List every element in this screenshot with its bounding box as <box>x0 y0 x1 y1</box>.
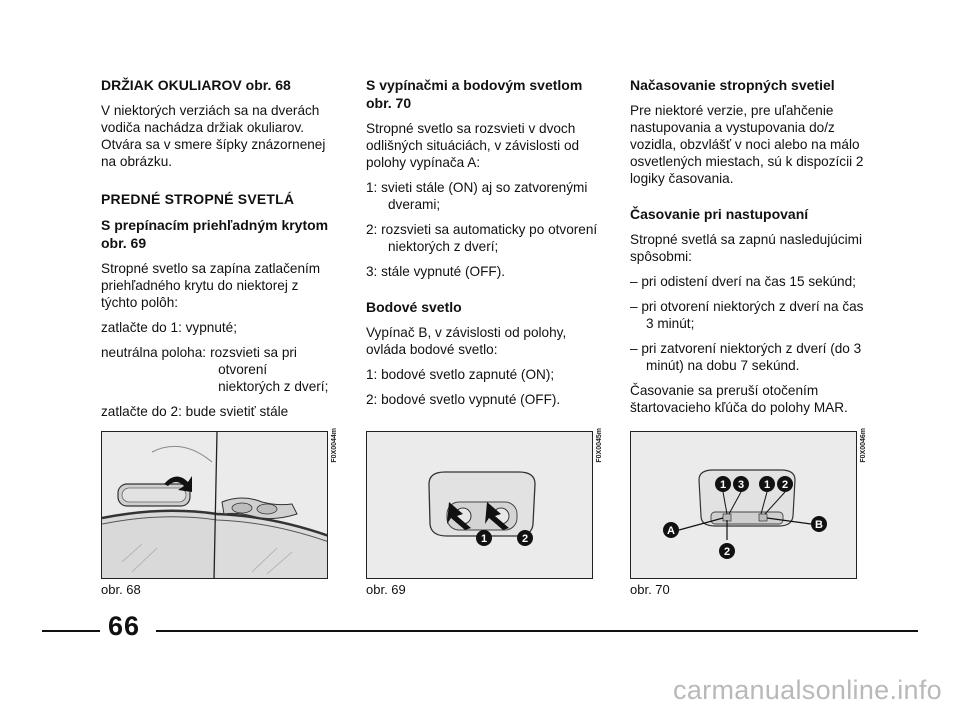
column-2 <box>366 76 602 416</box>
figure-caption: obr. 70 <box>630 582 670 597</box>
neutral-position <box>101 344 337 395</box>
figure-code: F0X0045m <box>596 428 603 463</box>
callout-label: 2 <box>781 479 789 491</box>
callout-label: 2 <box>521 533 529 545</box>
list-item: – pri zatvorení niektorých z dverí (do 3 minút) na dobu 7 sekúnd. <box>630 341 862 373</box>
list-item: 2: rozsvieti sa automaticky po otvorení niektorých z dverí; <box>366 222 598 254</box>
text-boarding: Stropné svetlá sa zapnú nasledujúcimi spôsobmi: <box>630 232 862 264</box>
text-spot-on: 1: bodové svetlo zapnuté (ON); <box>366 367 555 382</box>
watermark: carmanualsonline.info <box>673 675 942 705</box>
heading-front-lights: PREDNÉ STROPNÉ SVETLÁ <box>101 191 295 207</box>
heading-switches-spot: S vypínačmi a bodovým svetlom obr. 70 <box>366 77 583 111</box>
figure-68-glasses-holder <box>101 431 328 579</box>
text-press-2: zatlačte do 2: bude svietiť stále <box>101 404 289 419</box>
figure-caption: obr. 69 <box>366 582 406 597</box>
column-1 <box>101 76 337 428</box>
text-timing: Pre niektoré verzie, pre uľahčenie nastupovania a vystupovania do/z vozidla, obzvlášť v noci alebo na málo osvetlených miestach, sú k dispozícii 2 logiky časovania. <box>630 103 864 186</box>
text-spot-light: Vypínač B, v závislosti od polohy, ovláda bodové svetlo: <box>366 325 567 357</box>
list-item: – pri odistení dverí na čas 15 sekúnd; <box>630 274 856 289</box>
heading-glasses-holder: DRŽIAK OKULIAROV obr. 68 <box>101 77 291 93</box>
callout-label: 1 <box>480 533 488 545</box>
heading-timing: Načasovanie stropných svetiel <box>630 77 835 93</box>
column-3 <box>630 76 866 424</box>
ceiling-light-illustration <box>367 432 593 579</box>
figure-69-ceiling-light <box>366 431 593 579</box>
callout-label: A <box>667 525 675 537</box>
page-number: 66 <box>108 611 141 641</box>
footer-rule-left <box>42 630 100 632</box>
text-interrupt: Časovanie sa preruší otočením štartovacieho kľúča do polohy MAR. <box>630 383 848 415</box>
figure-70-switches-spot <box>630 431 857 579</box>
callout-label: 1 <box>763 479 771 491</box>
list-item: 1: svieti stále (ON) aj so zatvorenými dverami; <box>366 180 588 212</box>
text-glasses-holder: V niektorých verziách sa na dverách vodiča nachádza držiak okuliarov. Otvára sa v smere šípky znázornenej na obrázku. <box>101 103 326 169</box>
footer-rule-right <box>156 630 918 632</box>
switches-spot-illustration <box>631 432 857 579</box>
heading-switch-cover: S prepínacím priehľadným krytom obr. 69 <box>101 217 329 251</box>
callout-label: 2 <box>723 546 731 558</box>
text-spot-off: 2: bodové svetlo vypnuté (OFF). <box>366 392 561 407</box>
figure-caption: obr. 68 <box>101 582 141 597</box>
figure-code: F0X0046m <box>860 428 867 463</box>
neutral-line-1: rozsvieti sa pri <box>210 345 297 360</box>
neutral-line-3: niektorých z dverí; <box>218 379 329 394</box>
text-switch-cover: Stropné svetlo sa zapína zatlačením priehľadného krytu do niektorej z týchto polôh: <box>101 261 321 310</box>
neutral-line-2: otvorení <box>218 362 268 377</box>
figure-code: F0X0044m <box>331 428 338 463</box>
callout-label: 3 <box>737 479 745 491</box>
list-item: 3: stále vypnuté (OFF). <box>366 264 506 279</box>
text-press-1: zatlačte do 1: vypnuté; <box>101 320 238 335</box>
neutral-label: neutrálna poloha: <box>101 345 207 360</box>
text-switches-intro: Stropné svetlo sa rozsvieti v dvoch odlišných situáciách, v závislosti od polohy vypínača A: <box>366 121 580 170</box>
list-item: – pri otvorení niektorých z dverí na čas 3 minút; <box>630 299 864 331</box>
heading-boarding: Časovanie pri nastupovaní <box>630 206 809 222</box>
callout-label: B <box>815 519 823 531</box>
heading-spot-light: Bodové svetlo <box>366 299 462 315</box>
callout-label: 1 <box>719 479 727 491</box>
glasses-holder-illustration <box>102 432 328 579</box>
